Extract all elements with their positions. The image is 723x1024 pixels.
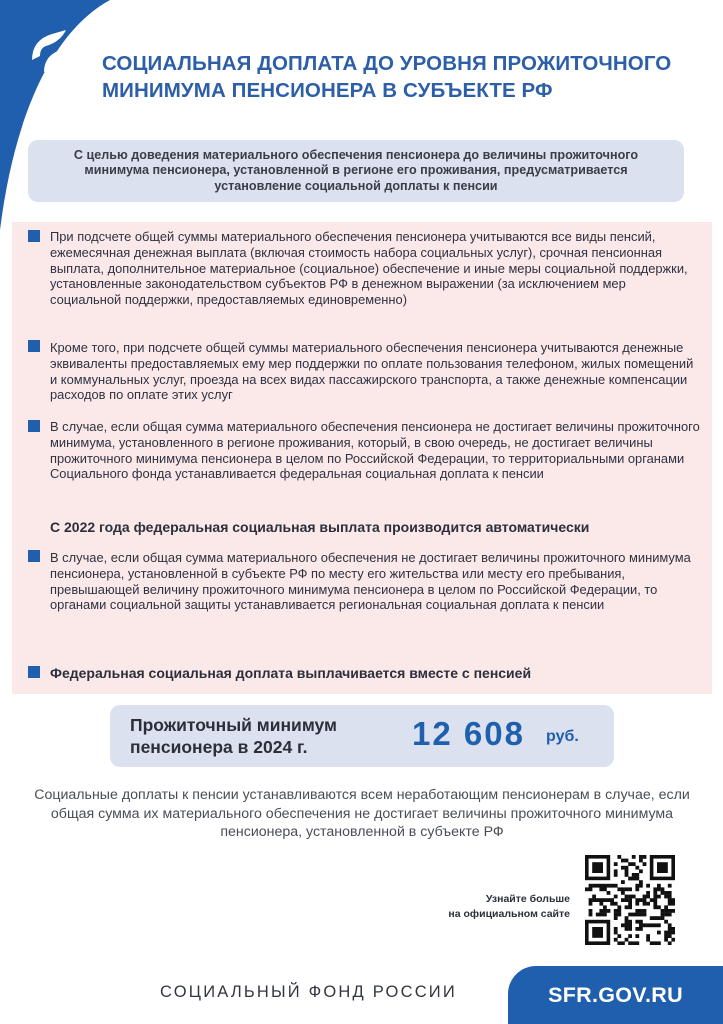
bullet-icon [28, 230, 40, 242]
footer-site-text[interactable]: SFR.GOV.RU [548, 982, 683, 1007]
footer-site-link[interactable] [508, 966, 723, 1024]
intro-box [28, 140, 684, 202]
page-title: СОЦИАЛЬНАЯ ДОПЛАТА ДО УРОВНЯ ПРОЖИТОЧНОГО МИНИМУМА ПЕНСИОНЕРА В СУБЪЕКТЕ РФ [102, 52, 672, 102]
intro-text: С целью доведения материального обеспечения пенсионера до величины прожиточного минимума пенсионера, установленной в регионе его проживания, предусматривается установление социальной доплаты к пенсии [73, 147, 639, 193]
auto-payment-note: С 2022 года федеральная социальная выплата производится автоматически [50, 519, 590, 535]
info-item: Кроме того, при подсчете общей суммы материального обеспечения пенсионера учитываются денежные эквиваленты предоставляемых ему мер поддержки по оплате пользования телефоном, жилых помещений и коммунальных услуг, проезда на всех видах пассажирского транспорта, а также денежные компенсации расходов по оплате этих услуг [50, 340, 694, 403]
sfr-logo-icon [22, 20, 84, 82]
minimum-box [110, 705, 614, 767]
bullet-icon [28, 666, 40, 678]
qr-code-icon[interactable] [585, 855, 675, 945]
info-item: В случае, если общая сумма материального обеспечения не достигает величины прожиточного минимума пенсионера, установленной в субъекте РФ по месту его жительства или месту его пребывания, превышающей величину прожиточного минимума пенсионера в целом по Российской Федерации, то органами социальной защиты устанавливается региональная социальная доплата к пенсии [50, 550, 691, 613]
minimum-label: Прожиточный минимум пенсионера в 2024 г. [130, 715, 337, 757]
qr-caption [410, 892, 570, 922]
qr-caption-line1: Узнайте больше [485, 893, 570, 905]
qr-caption-line2: на официальном сайте [448, 908, 570, 920]
bullet-icon [28, 420, 40, 432]
minimum-unit: руб. [546, 728, 579, 745]
footer-org-name: СОЦИАЛЬНЫЙ ФОНД РОССИИ [160, 983, 457, 1001]
minimum-value: 12 608 [412, 715, 525, 752]
info-item: При подсчете общей суммы материального обеспечения пенсионера учитываются все виды пенсий, ежемесячная денежная выплата (включая стоимость набора социальных услуг), срочная пенсионная выплата, дополнительное материальное (социальное) обеспечение и иные меры социальной поддержки, установленные законодательством субъектов РФ в денежном выражении (за исключением мер социальной поддержки, предоставляемых единовременно) [50, 229, 688, 308]
bottom-text: Социальные доплаты к пенсии устанавливаются всем неработающим пенсионерам в случае, если общая сумма их материального обеспечения не достигает величины прожиточного минимума пенсионера, установленной в субъекте РФ [34, 787, 690, 840]
bullet-icon [28, 340, 40, 352]
bullet-icon [28, 550, 40, 562]
info-item: В случае, если общая сумма материального обеспечения пенсионера не достигает величины прожиточного минимума, установленного в регионе проживания, который, в свою очередь, не достигает величины прожиточного минимума пенсионера в целом по Российской Федерации, то территориальными органами Социального фонда устанавливается федеральная социальная доплата к пенсии [50, 419, 700, 482]
federal-payment-note: Федеральная социальная доплата выплачивается вместе с пенсией [50, 665, 532, 681]
